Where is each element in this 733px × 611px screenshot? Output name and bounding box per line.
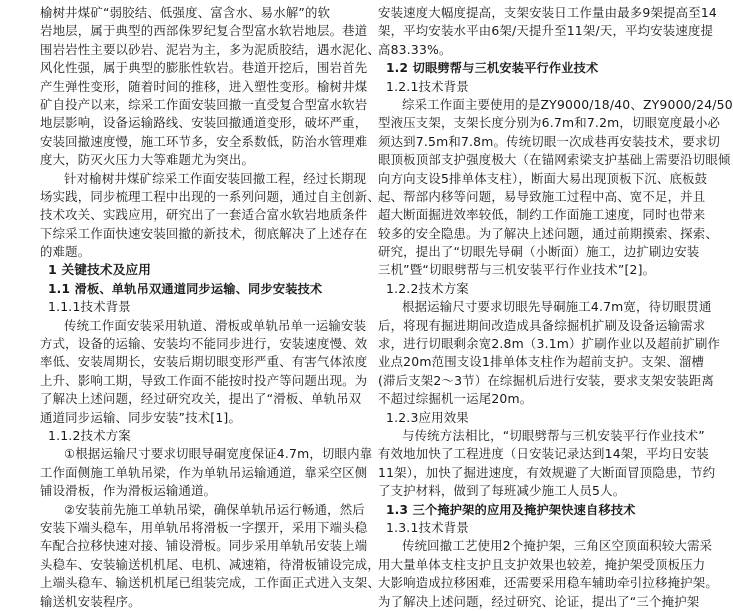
right-text-line: 11架），加快了掘进速度，有效规避了大断面冒顶隐患，节约 xyxy=(378,464,716,480)
right-text-line: 超大断面掘进效率较低，制约工作面施工速度，同时也带来 xyxy=(378,207,706,223)
left-text-line: 安装回撤速度慢，施工环节多，安全系数低，防治水管理难 xyxy=(40,133,368,149)
right-sub-subsection-heading: 1.2.2技术方案 xyxy=(386,280,469,296)
right-text-line: 向方向支设5排单体支柱），断面大易出现顶板下沉、底板鼓 xyxy=(378,170,708,186)
left-sub-subsection-heading: 1.1.2技术方案 xyxy=(48,427,131,443)
left-section-heading: 1 关键技术及应用 xyxy=(48,262,152,278)
right-subsection-heading: 1.3 三个掩护架的应用及掩护架快速自移技术 xyxy=(386,502,636,517)
left-text-line: 率低、安装周期长，安装后期切眼变形严重、有害气体浓度 xyxy=(40,354,368,370)
right-text-line: 型液压支架，支架长度分别为6.7m和7.2m，切眼宽度最小必 xyxy=(378,115,721,131)
left-text-line: 技术攻关、实践应用，研究出了一套适合富水软岩地质条件 xyxy=(40,207,368,223)
right-text-line: 起、帮部内移等问题，易导致施工过程中高、宽不足，并且 xyxy=(378,188,706,204)
left-text-line: 榆树井煤矿“弱胶结、低强度、富含水、易水解”的软 xyxy=(40,5,331,20)
left-text-line: 的难题。 xyxy=(40,244,91,260)
right-text-line: 用大量单体支柱支护且支护效果也较差，掩护架受顶板压力 xyxy=(378,556,706,572)
left-text-line: 上升、影响工期，导致工作面不能按时投产等问题出现。为 xyxy=(40,372,368,388)
right-text-line: 安装速度大幅度提高，支架安装日工作量由最多9架提高至14 xyxy=(378,5,718,20)
left-text-line: 矿自投产以来，综采工作面安装回撤一直受复合型富水软岩 xyxy=(40,96,368,112)
right-paragraph-start-line: 传统回撤工艺使用2个掩护架，三角区空顶面积较大需采 xyxy=(402,538,713,554)
right-text-line: 不超过综掘机一运尾20m。 xyxy=(378,391,533,407)
left-sub-subsection-heading: 1.1.1技术背景 xyxy=(48,299,131,315)
left-text-line: 方式，设备的运输、安装均不能同步进行，安装速度慢、效 xyxy=(40,336,368,352)
right-text-line: 三机”暨“切眼劈帮与三机安装平行作业技术”[2]。 xyxy=(378,262,656,278)
right-text-line: 了支护材料，做到了每班减少施工人员5人。 xyxy=(378,483,626,499)
right-text-line: 为了解决上述问题，经过研究、论证，提出了“三个掩护架 xyxy=(378,593,700,609)
right-text-line: 较多的安全隐患。为了解决上述问题，通过前期摸索、探索、 xyxy=(378,225,718,241)
right-text-line: 求，进行切眼剩余宽2.8m（3.1m）扩刷作业以及超前扩刷作 xyxy=(378,336,721,352)
right-subsection-heading: 1.2 切眼劈帮与三机安装平行作业技术 xyxy=(386,61,599,76)
left-text-line: 下综采工作面快速安装回撤的新技术，彻底解决了上述存在 xyxy=(40,225,368,241)
left-paragraph-start-line: 针对榆树井煤矿综采工作面安装回撤工程，经过长期现 xyxy=(64,170,367,186)
left-text-line: 输送机安装程序。 xyxy=(40,593,141,609)
right-sub-subsection-heading: 1.3.1技术背景 xyxy=(386,519,469,535)
left-text-line: 上端头稳车、输送机机尾已组装完成，工作面正式进入支架、 xyxy=(40,575,380,591)
right-paragraph-start-line: 与传统方法相比，“切眼劈帮与三机安装平行作业技术” xyxy=(402,427,705,443)
right-text-line: 业点20m范围支设1排单体支柱作为超前支护。支架、溜槽 xyxy=(378,354,705,370)
left-text-line: 车配合拉移快速对接、铺设滑板。同步采用单轨吊安装上端 xyxy=(40,538,368,554)
left-subsection-heading: 1.1 滑板、单轨吊双通道同步运输、同步安装技术 xyxy=(48,281,323,296)
right-paragraph-start-line: 综采工作面主要使用的是ZY9000/18/40、ZY9000/24/50 xyxy=(402,96,733,112)
right-text-line: 架，平均安装水平由6架/天提升至11架/天，平均安装速度提 xyxy=(378,23,714,39)
right-text-line: 大影响造成拉移困难，还需要采用稳车辅助牵引拉移掩护架。 xyxy=(378,575,718,591)
right-text-line: 高83.33%。 xyxy=(378,41,452,57)
left-paragraph-start-line: ①根据运输尺寸要求切眼导硐宽度保证4.7m，切眼内靠 xyxy=(64,446,373,462)
left-paragraph-start-line: ②安装前先施工单轨吊梁，确保单轨吊运行畅通，然后 xyxy=(64,501,365,517)
left-text-line: 产生弹性变形，随着时间的推移，进入塑性变形。榆树井煤 xyxy=(40,78,368,94)
left-text-line: 岩地层，属于典型的西部侏罗纪复合型富水软岩地层。巷道 xyxy=(40,23,368,39)
left-text-line: 地层影响，设备运输路线、安装回撤通道变形，破坏严重， xyxy=(40,115,368,131)
left-text-line: 场实践，同步梳理工程中出现的一系列问题，通过自主创新、 xyxy=(40,188,380,204)
left-text-line: 工作面侧施工单轨吊梁，作为单轨吊运输通道，靠采空区侧 xyxy=(40,464,368,480)
left-text-line: 度大，防灭火压力大等难题尤为突出。 xyxy=(40,152,255,168)
right-sub-subsection-heading: 1.2.3应用效果 xyxy=(386,409,469,425)
left-text-column xyxy=(40,4,380,611)
left-text-line: 围岩岩性主要以砂岩、泥岩为主，多为泥质胶结，遇水泥化、 xyxy=(40,41,380,57)
right-text-column xyxy=(378,4,733,611)
right-paragraph-start-line: 根据运输尺寸要求切眼先导硐施工4.7m宽，待切眼贯通 xyxy=(402,299,712,315)
left-text-line: 安装下端头稳车，用单轨吊将滑板一字摆开，采用下端头稳 xyxy=(40,519,368,535)
left-text-line: 通道同步运输、同步安装”技术[1]。 xyxy=(40,409,242,425)
right-sub-subsection-heading: 1.2.1技术背景 xyxy=(386,78,469,94)
left-text-line: 铺设滑板，作为滑板运输通道。 xyxy=(40,483,217,499)
right-text-line: 研究，提出了“切眼先导硐（小断面）施工，边扩刷边安装 xyxy=(378,244,700,260)
left-text-line: 风化性强，属于典型的膨胀性软岩。巷道开挖后，围岩首先 xyxy=(40,60,368,76)
right-text-line: 有效地加快了工程进度（日安装记录达到14架，平均日安装 xyxy=(378,446,709,462)
right-text-line: 须达到7.5m和7.8m。传统切眼一次成巷再安装技术，要求切 xyxy=(378,133,721,149)
right-text-line: (滞后支架2～3节）在综掘机后进行安装，要求支架安装距离 xyxy=(378,372,714,388)
left-paragraph-start-line: 传统工作面安装采用轨道、滑板或单轨吊单一运输安装 xyxy=(64,317,367,333)
right-text-line: 后，将现有掘进期间改造成具备综掘机扩刷及设备运输需求 xyxy=(378,317,706,333)
left-text-line: 头稳车、安装输送机机尾、电机、减速箱，待滑板铺设完成， xyxy=(40,556,380,572)
left-text-line: 了解决上述问题，经过研究攻关，提出了“滑板、单轨吊双 xyxy=(40,391,362,407)
right-text-line: 眼顶板顶部支护强度极大（在锚网索梁支护基础上需要沿切眼倾 xyxy=(378,152,731,168)
